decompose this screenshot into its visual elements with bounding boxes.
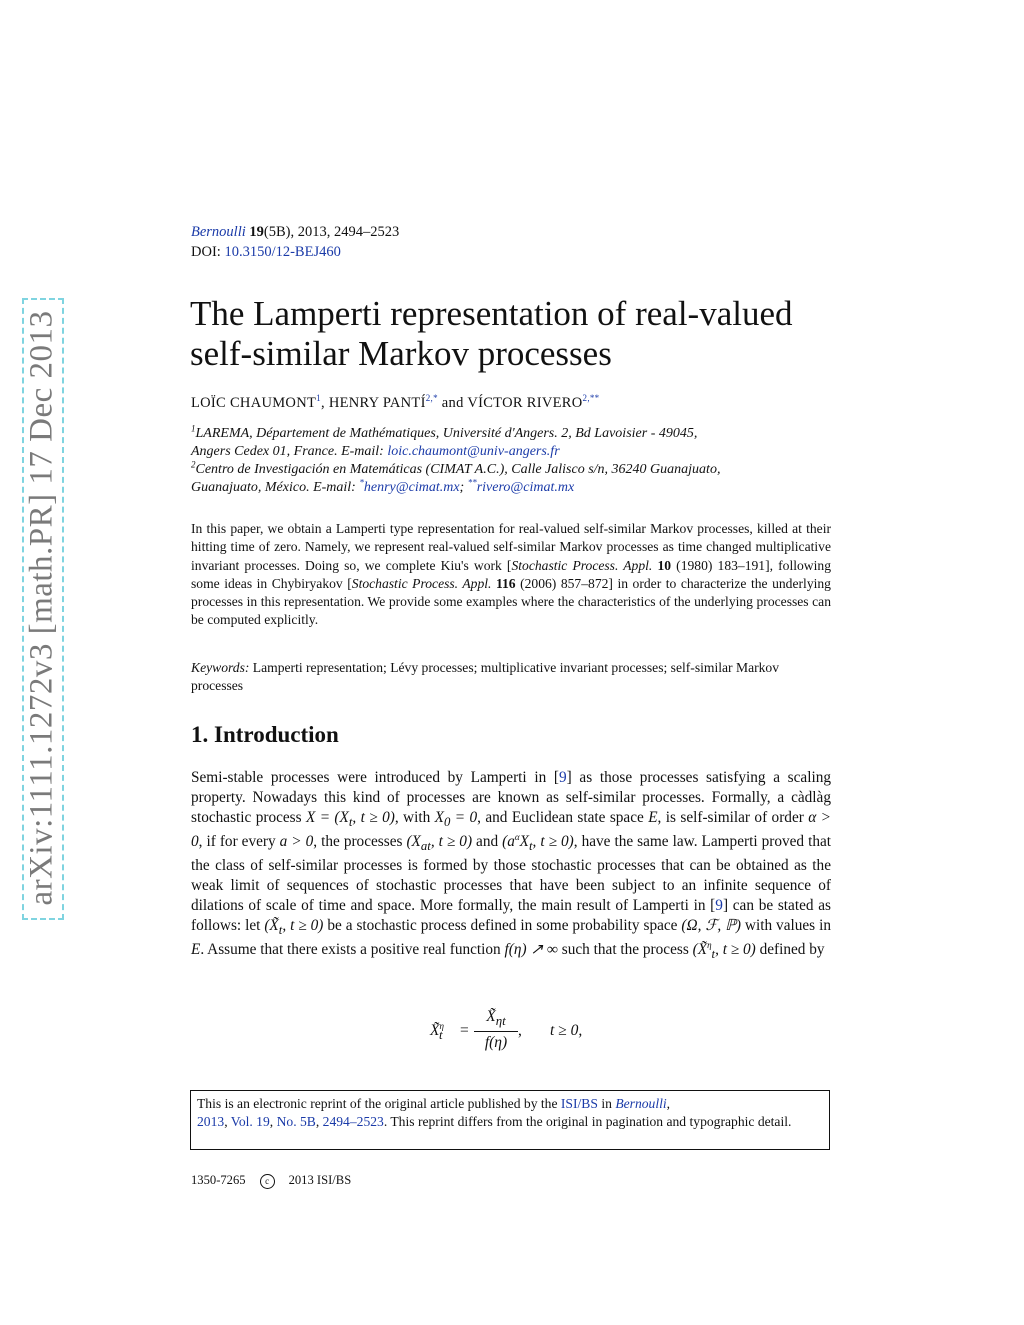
isi-bs-link[interactable]: ISI/BS [560,1096,598,1111]
copyright-text: 2013 ISI/BS [288,1173,352,1187]
intro-text: , is self-similar of order [657,809,809,826]
math: (Ω, ℱ, ℙ) [681,917,741,935]
reprint-issue-link[interactable]: No. 5B [276,1114,316,1130]
author-1-affil[interactable]: 1 [316,393,321,404]
math: α > 0 [191,809,831,851]
affiliation-1-cont [191,443,831,461]
intro-text: , the processes [313,833,407,851]
reprint-text: in [597,1096,616,1111]
arxiv-stamp-text: arXiv:1111.1272v3 [math.PR] 17 Dec 2013 [23,310,60,906]
affiliation-2 [191,461,831,479]
issn: 1350-7265 [191,1173,246,1187]
intro-text: be a stochastic process defined in some probability space [323,917,682,935]
author-2-affil[interactable]: 2,* [425,393,438,404]
formula-equals: = [460,1022,469,1039]
math: E [191,941,201,959]
email-separator: ; [459,480,468,495]
math: $X = (X_t$, t ≥ 0) [305,809,395,830]
math: $X_0 = 0$ [434,809,478,830]
math: ($X_{at}$, t ≥ 0) [406,833,473,854]
math: E [648,809,658,826]
abstract [191,520,831,630]
intro-text: such that the process [557,941,693,959]
author-sep-1: , [320,395,329,411]
intro-text: Semi-stable processes were introduced by Lamperti in [ [191,769,559,786]
abstract-ref2-volume: 116 [495,575,516,591]
author-3-affil[interactable]: 2,** [582,393,600,404]
affiliation-1-text: LAREMA, Département de Mathématiques, Université d'Angers. 2, Bd Lavoisier - 49045, [195,426,698,441]
doi-link[interactable]: 10.3150/12-BEJ460 [224,244,341,260]
reprint-text: , [666,1096,671,1111]
intro-text: , if for every [198,833,280,851]
math: f(η) ↗ ∞ [504,941,558,959]
title-line-1: The Lamperti representation of real-valued [190,294,793,333]
formula-numerator: $X̃_{\eta t}$ [474,1008,518,1032]
author-3: VÍCTOR RIVERO [467,395,583,411]
intro-text: , have the same law. Lamperti proved that the class of self-similar processes is formed by those stochastic processes that can be obtained as the weak limit of sequences of stochastic processes that have been subject to an infinite sequence of dilations of scale of time and space. More formally, the main result of Lamperti in [ [191,833,832,915]
keywords-label: Keywords: [191,660,250,675]
abstract-ref1-journal: Stochastic Process. Appl. [511,557,653,573]
formula-lhs: X̃$^\eta_t$ [430,1020,444,1043]
intro-text: with values in [740,917,831,935]
copyright-icon: c [260,1174,275,1189]
abstract-text-3: (2006) 857–872] in order to characterize the underlying processes in this representation. We provide some examples where the characteristics of the underlying processes can be computed explicitly. [191,575,831,628]
reprint-year-link[interactable]: 2013 [197,1114,225,1130]
affiliations [191,425,831,497]
formula-fraction [474,1008,518,1052]
citation-9[interactable]: 9 [559,769,567,786]
intro-text: defined by [755,941,825,959]
formula-comma: , [518,1022,522,1039]
formula-condition: t ≥ 0, [550,1022,583,1039]
affiliation-1 [191,425,831,443]
doi-label: DOI: [191,244,221,260]
reprint-notice: This is an electronic reprint of the original article published by the ISI/BS in Bernoulli, 2013, Vol. 19, No. 5B, 2494–2523. This reprint differs from the original in pagination and typographic detail. [190,1090,830,1150]
intro-text: , and Euclidean state space [477,809,649,826]
arxiv-stamp [22,298,62,918]
copyright-line [191,1173,351,1189]
intro-text: ] as those processes satisfying a scaling property. Nowadays this kind of processes are known as self-similar processes. Formally, a càdlàg stochastic process [191,769,831,826]
journal-header [191,222,399,262]
math: a > 0 [279,833,314,851]
reprint-pages-link[interactable]: 2494–2523 [322,1114,384,1130]
intro-text: and [472,833,503,851]
email-chaumont[interactable]: loic.chaumont@univ-angers.fr [387,444,560,459]
affiliation-1-address: Angers Cedex 01, France. E-mail: [191,444,388,459]
citation-9[interactable]: 9 [715,897,723,915]
intro-text: , with [394,809,435,826]
reprint-text: . This reprint differs from the original in pagination and typographic detail. [383,1114,792,1130]
affiliation-2-cont [191,479,831,497]
display-formula [430,1008,630,1058]
reprint-journal-link[interactable]: Bernoulli [615,1096,667,1111]
reprint-text: This is an electronic reprint of the original article published by the [197,1096,561,1111]
title-line-2: self-similar Markov processes [190,334,612,373]
author-1: LOÏC CHAUMONT [191,395,317,411]
author-2: HENRY PANTÍ [328,395,426,411]
keywords [191,659,831,696]
email-panti[interactable]: henry@cimat.mx [363,480,460,495]
affiliation-2-mark: 2 [191,459,196,470]
affiliation-1-mark: 1 [191,423,196,434]
math: ($a^\alpha X_t$, t ≥ 0) [502,831,574,854]
journal-volume: 19 [249,224,264,240]
abstract-text-2: (1980) 183–191], following some ideas in Chybiryakov [ [191,557,831,591]
intro-text: . Assume that there exists a positive real function [200,941,505,959]
math: (X̃$^\eta_t$, t ≥ 0) [692,940,756,962]
doi-line [191,242,399,262]
formula-denominator: f(η) [484,1034,508,1052]
email-rivero[interactable]: rivero@cimat.mx [476,480,575,495]
intro-text: ] can be stated as follows: let [191,897,831,935]
math: ($X̃_t$, t ≥ 0) [264,917,324,938]
keywords-text: Lamperti representation; Lévy processes; multiplicative invariant processes; self-similar Markov processes [191,660,780,694]
journal-citation [191,222,399,242]
journal-link[interactable]: Bernoulli [191,224,246,240]
reprint-volume-link[interactable]: Vol. 19 [230,1114,270,1130]
email-mark-1: * [359,477,364,488]
email-mark-2: ** [467,477,477,488]
intro-paragraph [191,768,831,964]
journal-issue: (5B), 2013, 2494–2523 [263,224,400,240]
section-heading: 1. Introduction [191,722,339,747]
paper-title [190,294,830,374]
author-sep-2: and [437,395,468,411]
affiliation-2-text: Centro de Investigación en Matemáticas (CIMAT A.C.), Calle Jalisco s/n, 36240 Guanajuato, [195,462,721,477]
affiliation-2-address: Guanajuato, México. E-mail: [191,480,360,495]
abstract-ref2-journal: Stochastic Process. Appl. [351,575,492,591]
abstract-text-1: In this paper, we obtain a Lamperti type representation for real-valued self-similar Markov processes, killed at their hitting time of zero. Namely, we represent real-valued self-similar Markov processes as time changed multiplicative invariant processes. Doing so, we complete Kiu's work [ [191,521,831,573]
authors [191,395,599,412]
abstract-ref1-volume: 10 [657,557,672,573]
